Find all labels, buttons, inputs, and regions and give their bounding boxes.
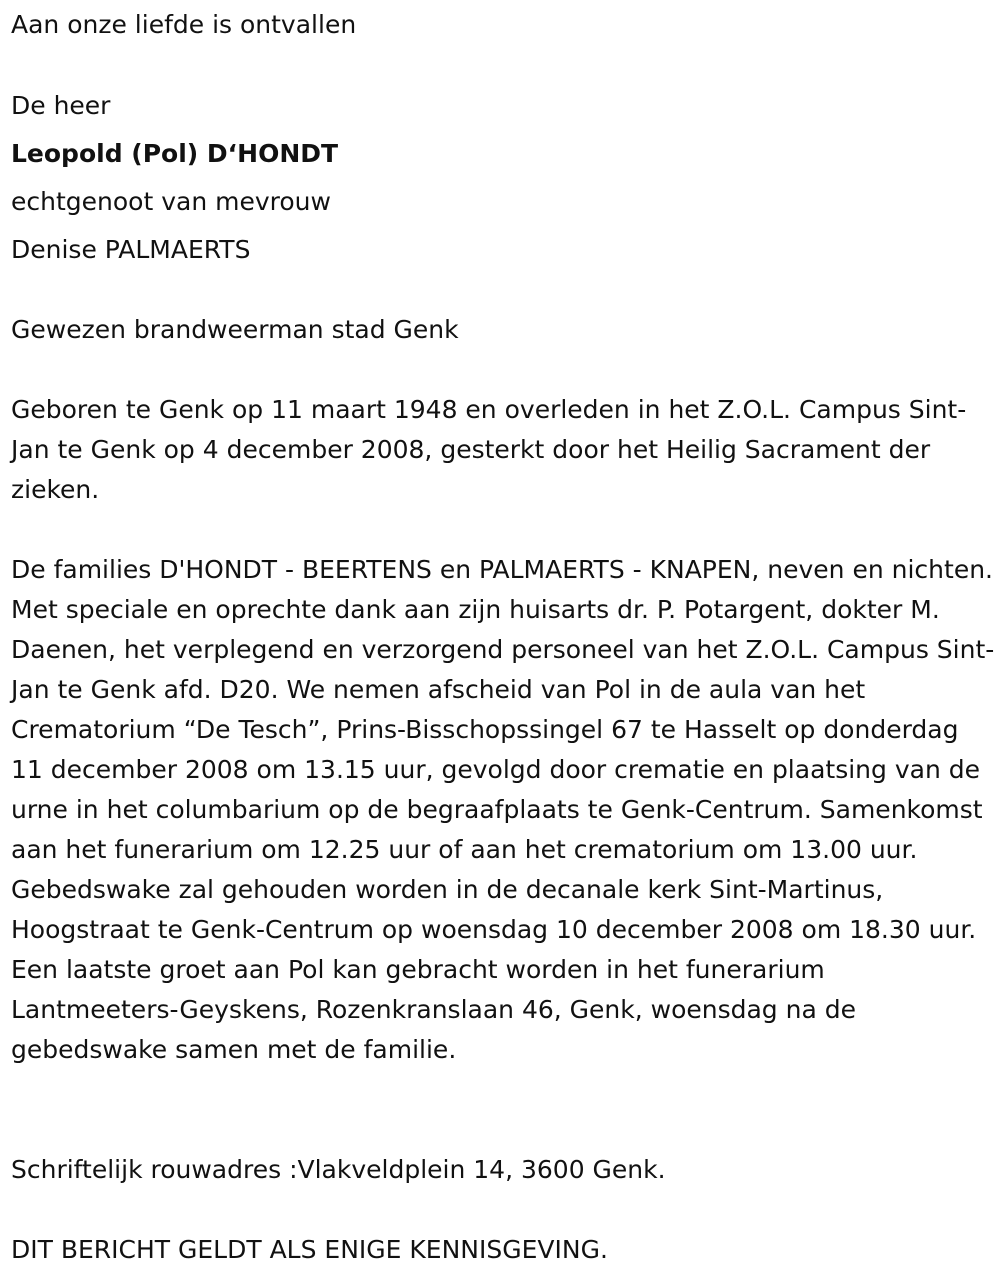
closing-statement: DIT BERICHT GELDT ALS ENIGE KENNISGEVING. <box>11 1235 608 1264</box>
intro-text: Aan onze liefde is ontvallen <box>11 10 357 39</box>
deceased-name: Leopold (Pol) D‘HONDT <box>11 139 339 168</box>
family-paragraph: De families D'HONDT - BEERTENS en PALMAERTS - KNAPEN, neven en nichten. Met speciale en oprechte dank aan zijn huisarts dr. P. Potargent, dokter M. Daenen, het verplegend en verzorgend personeel van het Z.O.L. Campus Sint-Jan te Genk afd. D20. We nemen afscheid van Pol in de aula van het Crematorium “De Tesch”, Prins-Bisschopssingel 67 te Hasselt op donderdag 11 december 2008 om 13.15 uur, gevolgd door crematie en plaatsing van de urne in het columbarium op de begraafplaats te Genk-Centrum. Samenkomst aan het funerarium om 12.25 uur of aan het crematorium om 13.00 uur. Gebedswake zal gehouden worden in de decanale kerk Sint-Martinus, Hoogstraat te Genk-Centrum op woensdag 10 december 2008 om 18.30 uur. Een laatste groet aan Pol kan gebracht worden in het funerarium Lantmeeters-Geyskens, Rozenkranslaan 46, Genk, woensdag na de gebedswake samen met de familie. <box>11 555 995 1064</box>
spouse-name: Denise PALMAERTS <box>11 235 251 264</box>
birth-death-paragraph: Geboren te Genk op 11 maart 1948 en overleden in het Z.O.L. Campus Sint-Jan te Genk op 4 december 2008, gesterkt door het Heilig Sacrament der zieken. <box>11 395 967 504</box>
spouse-intro: echtgenoot van mevrouw <box>11 187 331 216</box>
occupation: Gewezen brandweerman stad Genk <box>11 315 459 344</box>
mourning-address: Schriftelijk rouwadres :Vlakveldplein 14, 3600 Genk. <box>11 1155 666 1184</box>
salutation: De heer <box>11 91 111 120</box>
